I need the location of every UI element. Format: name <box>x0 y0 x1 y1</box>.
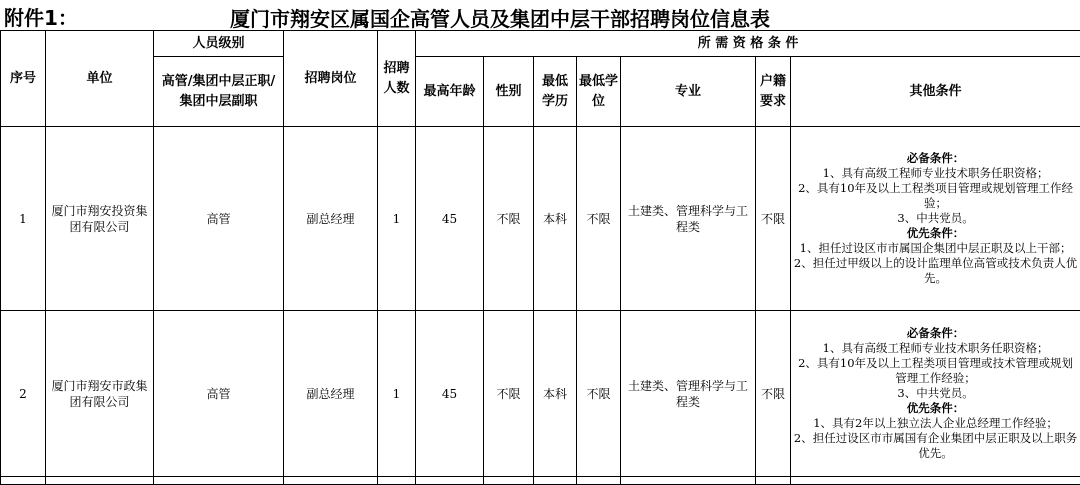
cell-empty <box>378 477 416 485</box>
preferred-condition: 1、具有2年以上独立法人企业总经理工作经验； <box>793 416 1078 431</box>
header-qualification-group: 所 需 资 格 条 件 <box>416 31 1080 57</box>
header-level-group: 人员级别 <box>154 31 284 57</box>
cell-count: 1 <box>378 127 416 311</box>
cell-unit: 厦门市翔安投资集团有限公司 <box>46 127 154 311</box>
cell-age: 45 <box>416 127 484 311</box>
cell-gender: 不限 <box>484 311 534 477</box>
annex-label: 附件1： <box>4 2 78 31</box>
cell-hukou: 不限 <box>756 127 791 311</box>
header-education: 最低学历 <box>534 57 577 127</box>
required-condition: 1、具有高级工程师专业技术职务任职资格； <box>793 166 1078 181</box>
header-hukou: 户籍要求 <box>756 57 791 127</box>
cell-seq: 1 <box>1 127 46 311</box>
cell-level: 高管 <box>154 127 284 311</box>
required-condition: 3、中共党员。 <box>793 386 1078 401</box>
table-row-partial <box>1 477 1080 485</box>
document-title: 厦门市翔安区属国企高管人员及集团中层干部招聘岗位信息表 <box>230 3 770 32</box>
header-level: 高管/集团中层正职/集团中层副职 <box>154 57 284 127</box>
cell-unit: 厦门市翔安市政集团有限公司 <box>46 311 154 477</box>
preferred-condition: 1、担任过设区市市属国企集团中层正职及以上干部； <box>793 241 1078 256</box>
cell-empty <box>534 477 577 485</box>
cell-count: 1 <box>378 311 416 477</box>
cell-gender: 不限 <box>484 127 534 311</box>
preferred-condition: 2、担任过设区市市属国有企业集团中层正职及以上职务优先。 <box>793 431 1078 461</box>
cell-position: 副总经理 <box>284 127 378 311</box>
required-conditions-title: 必备条件： <box>793 326 1078 341</box>
header-gender: 性别 <box>484 57 534 127</box>
cell-empty <box>756 477 791 485</box>
header-seq: 序号 <box>1 31 46 127</box>
cell-empty <box>1 477 46 485</box>
preferred-conditions-title: 优先条件： <box>793 401 1078 416</box>
table-row <box>1 311 1080 477</box>
cell-empty <box>484 477 534 485</box>
cell-education: 本科 <box>534 311 577 477</box>
preferred-conditions-title: 优先条件： <box>793 226 1078 241</box>
cell-empty <box>416 477 484 485</box>
required-condition: 2、具有10年及以上工程类项目管理或技术管理或规划管理工作经验； <box>793 356 1078 386</box>
cell-empty <box>577 477 621 485</box>
cell-other-conditions <box>791 311 1080 477</box>
header-degree: 最低学位 <box>577 57 621 127</box>
header-count: 招聘人数 <box>378 31 416 127</box>
required-condition: 2、具有10年及以上工程类项目管理或规划管理工作经验； <box>793 181 1078 211</box>
cell-position: 副总经理 <box>284 311 378 477</box>
cell-seq: 2 <box>1 311 46 477</box>
required-condition: 1、具有高级工程师专业技术职务任职资格； <box>793 341 1078 356</box>
required-conditions-title: 必备条件： <box>793 151 1078 166</box>
header-major: 专业 <box>621 57 756 127</box>
cell-major: 土建类、管理科学与工程类 <box>621 311 756 477</box>
cell-level: 高管 <box>154 311 284 477</box>
cell-education: 本科 <box>534 127 577 311</box>
required-condition: 3、中共党员。 <box>793 211 1078 226</box>
header-age: 最高年龄 <box>416 57 484 127</box>
header-other: 其他条件 <box>791 57 1080 127</box>
table-row <box>1 127 1080 311</box>
cell-empty <box>284 477 378 485</box>
header-position: 招聘岗位 <box>284 31 378 127</box>
header-unit: 单位 <box>46 31 154 127</box>
cell-empty <box>621 477 756 485</box>
recruitment-table <box>0 30 1080 485</box>
cell-other-conditions <box>791 127 1080 311</box>
preferred-condition: 2、担任过甲级以上的设计监理单位高管或技术负责人优先。 <box>793 256 1078 286</box>
cell-empty <box>791 477 1080 485</box>
cell-degree: 不限 <box>577 127 621 311</box>
cell-degree: 不限 <box>577 311 621 477</box>
cell-major: 土建类、管理科学与工程类 <box>621 127 756 311</box>
cell-age: 45 <box>416 311 484 477</box>
cell-hukou: 不限 <box>756 311 791 477</box>
cell-empty <box>154 477 284 485</box>
cell-empty <box>46 477 154 485</box>
